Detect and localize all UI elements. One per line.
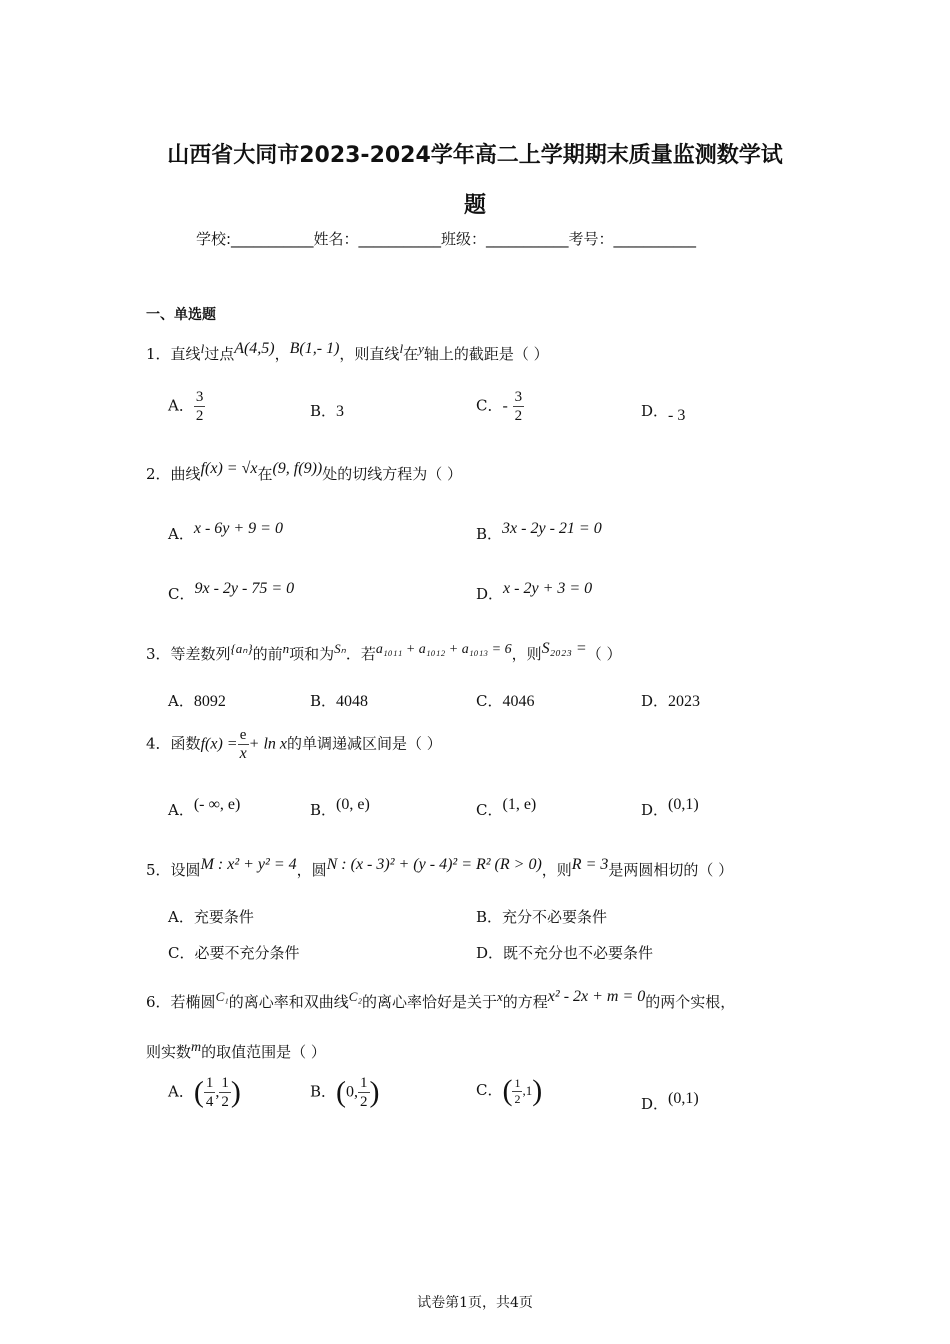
right-paren: ) <box>369 1075 380 1109</box>
denominator: 2 <box>514 408 523 424</box>
option-value: x - 2y + 3 = 0 <box>503 580 593 597</box>
question-5-stem <box>146 856 733 880</box>
q6-option-c <box>476 1074 542 1108</box>
q3-var-sn: Sₙ <box>334 641 346 656</box>
q1-option-b <box>310 400 344 421</box>
option-label: D． <box>641 801 669 819</box>
option-value: 3x - 2y - 21 = 0 <box>502 520 602 537</box>
q6-text: 的两个实根， <box>645 993 736 1011</box>
q1-var-y: y <box>418 341 424 356</box>
numerator: 3 <box>195 389 204 405</box>
q4-text: 函数 <box>170 734 201 753</box>
option-value: 2023 <box>668 693 701 710</box>
question-1-stem <box>146 340 549 364</box>
denominator: 2 <box>195 408 204 424</box>
option-value: 4046 <box>502 693 535 710</box>
q6-option-d <box>641 1090 699 1114</box>
q1-option-a <box>168 388 205 425</box>
option-label: A． <box>168 692 194 710</box>
option-label: C． <box>168 585 195 603</box>
q5-option-d <box>476 942 653 963</box>
q5-circle-n: N : (x - 3)² + (y - 4)² = R² (R > 0) <box>326 856 542 873</box>
q2-option-a <box>168 520 283 544</box>
q4-option-a <box>168 796 240 820</box>
student-info-line: 学校:___________姓名：___________班级：___________考号：___________ <box>196 230 697 248</box>
option-label: C． <box>476 1081 503 1099</box>
option-value: 充要条件 <box>193 908 254 926</box>
q3-text: 的前 <box>252 645 283 663</box>
fraction <box>512 1076 522 1107</box>
section-heading: 一、单选题 <box>146 307 216 323</box>
q3-option-a <box>168 690 226 711</box>
left-paren: ( <box>502 1074 513 1107</box>
q6-text: 的离心率和双曲线 <box>228 993 349 1011</box>
q6-var-x: x <box>497 989 503 1004</box>
q6-equation: x² - 2x + m = 0 <box>547 988 646 1005</box>
option-label: D． <box>641 692 669 710</box>
q6-hyperbola: C₂ <box>348 989 362 1004</box>
q4-option-d <box>641 796 699 820</box>
q2-text: 处的切线方程为（ ） <box>322 465 463 483</box>
option-value: 8092 <box>193 693 226 710</box>
q6-text: 的方程 <box>502 993 548 1011</box>
q1-text: 在 <box>403 345 419 363</box>
q6-number: 6． <box>146 993 171 1011</box>
left-paren: ( <box>336 1075 347 1109</box>
q5-option-c <box>168 942 300 963</box>
q2-option-b <box>476 520 602 544</box>
option-label: D． <box>476 944 504 962</box>
q2-text: 在 <box>257 465 273 483</box>
left-paren: ( <box>193 1075 204 1109</box>
option-value: (0,1) <box>668 796 699 813</box>
numerator: e <box>238 726 249 745</box>
numerator: 3 <box>514 389 523 405</box>
q5-option-b <box>476 906 607 927</box>
q1-point-a: A(4,5) <box>234 340 275 357</box>
q4-option-c <box>476 796 536 820</box>
page-title-line1: 山西省大同市2023-2024学年高二上学期期末质量监测数学试 <box>167 143 783 168</box>
option-value: 既不充分也不必要条件 <box>503 944 654 962</box>
question-2-stem <box>146 460 462 484</box>
denominator: 2 <box>514 1091 521 1106</box>
option-label: B． <box>476 525 503 543</box>
q6-var-m: m <box>191 1040 202 1055</box>
option-label: C． <box>168 944 195 962</box>
fraction <box>204 1074 216 1111</box>
q3-option-b <box>310 690 368 711</box>
q1-text: 过点 <box>204 345 235 363</box>
option-value: 0, <box>346 1083 359 1101</box>
option-value: 3 <box>336 403 345 420</box>
denominator: 2 <box>360 1094 368 1110</box>
q2-number: 2． <box>146 465 171 483</box>
option-label: B． <box>476 908 503 926</box>
option-value: (0,1) <box>668 1090 699 1107</box>
fraction <box>358 1074 370 1111</box>
q2-expression: f(x) = √x <box>200 460 258 477</box>
q3-var-n: n <box>282 641 290 656</box>
q3-sequence: {aₙ} <box>230 641 253 656</box>
q3-number: 3． <box>146 645 171 663</box>
option-label: A． <box>168 908 194 926</box>
option-label: B． <box>310 1082 337 1101</box>
option-value: 4048 <box>336 693 369 710</box>
q3-text: 项和为 <box>289 645 335 663</box>
option-label: A． <box>168 1082 194 1101</box>
comma: , <box>215 1083 220 1101</box>
fraction <box>238 726 249 763</box>
q6-text: 若椭圆 <box>170 993 216 1011</box>
option-label: C． <box>476 692 503 710</box>
q4-lhs: f(x) = <box>200 735 238 753</box>
q5-number: 5． <box>146 861 171 879</box>
q6-option-b <box>310 1074 380 1111</box>
numerator: 1 <box>360 1075 368 1091</box>
right-paren: ) <box>532 1074 543 1107</box>
q5-circle-m: M : x² + y² = 4 <box>200 856 297 873</box>
question-4-stem <box>146 726 442 763</box>
q5-text: 是两圆相切的（ ） <box>608 861 734 879</box>
page-footer: 试卷第1页，共4页 <box>417 1295 533 1311</box>
question-6-stem-line2 <box>146 1040 326 1062</box>
denominator: x <box>239 745 247 762</box>
q4-text: 的单调递减区间是（ ） <box>287 734 442 753</box>
q1-var-l: l <box>200 341 205 356</box>
minus-sign: - <box>502 397 508 415</box>
q2-option-c <box>168 580 294 604</box>
q3-text: 等差数列 <box>170 645 231 663</box>
q6-text: 的离心率恰好是关于 <box>361 993 497 1011</box>
denominator: 4 <box>205 1094 214 1110</box>
q1-number: 1． <box>146 345 171 363</box>
q6-option-a <box>168 1074 241 1111</box>
option-label: A． <box>168 396 194 415</box>
option-value: (0, e) <box>336 796 370 813</box>
q3-expression: a₁₀₁₁ + a₁₀₁₂ + a₁₀₁₃ = 6 <box>375 642 512 657</box>
option-value: - 3 <box>668 407 686 424</box>
q5-condition: R = 3 <box>571 856 609 873</box>
q3-text: ．若 <box>345 645 376 663</box>
option-label: B． <box>310 801 337 819</box>
option-label: A． <box>168 801 194 819</box>
option-value: ,1 <box>522 1083 533 1098</box>
q1-text: ， <box>274 345 290 363</box>
option-label: A． <box>168 525 194 543</box>
option-label: D． <box>641 402 669 420</box>
q2-option-d <box>476 580 592 604</box>
option-label: D． <box>641 1095 669 1113</box>
q6-ellipse: C₁ <box>215 989 229 1004</box>
q3-expression-2: S₂₀₂₃ = <box>541 640 587 657</box>
q3-text: ，则 <box>511 645 542 663</box>
option-value: 充分不必要条件 <box>502 908 608 926</box>
option-value: x - 6y + 9 = 0 <box>193 520 283 537</box>
option-label: B． <box>310 402 337 420</box>
q1-option-c <box>476 388 524 425</box>
q4-option-b <box>310 796 370 820</box>
q5-text: ，圆 <box>296 861 327 879</box>
q6-text: 的取值范围是（ ） <box>201 1043 326 1061</box>
q1-text: 轴上的截距是（ ） <box>423 345 549 363</box>
q6-text: 则实数 <box>146 1043 192 1061</box>
option-label: D． <box>476 585 504 603</box>
option-label: B． <box>310 692 337 710</box>
numerator: 1 <box>205 1075 214 1091</box>
q1-text: ，则直线 <box>339 345 400 363</box>
q5-text: ，则 <box>541 861 572 879</box>
q2-point: (9, f(9)) <box>272 460 323 477</box>
fraction <box>194 388 206 425</box>
option-label: C． <box>476 801 503 819</box>
right-paren: ) <box>230 1075 241 1109</box>
q4-rhs: + ln x <box>248 735 288 753</box>
page-title-line2: 题 <box>463 193 486 218</box>
q1-var-l: l <box>399 341 404 356</box>
denominator: 2 <box>221 1094 229 1110</box>
q1-text: 直线 <box>170 345 201 363</box>
q3-option-c <box>476 690 534 711</box>
fraction <box>219 1074 231 1111</box>
q5-text: 设圆 <box>170 861 201 879</box>
q1-point-b: B(1,- 1) <box>289 340 340 357</box>
numerator: 1 <box>514 1075 521 1090</box>
option-label: C． <box>476 396 503 415</box>
question-3-stem <box>146 640 621 664</box>
option-value: (1, e) <box>502 796 537 813</box>
q4-number: 4． <box>146 734 171 753</box>
q1-option-d <box>641 400 685 425</box>
option-value: 必要不充分条件 <box>194 944 300 962</box>
q3-option-d <box>641 690 700 711</box>
q5-option-a <box>168 906 254 927</box>
q3-text: （ ） <box>586 645 622 663</box>
option-value: (- ∞, e) <box>193 796 241 813</box>
q2-text: 曲线 <box>170 465 201 483</box>
option-value: 9x - 2y - 75 = 0 <box>194 580 295 597</box>
question-6-stem <box>146 988 735 1012</box>
fraction <box>513 388 525 425</box>
numerator: 1 <box>221 1075 229 1091</box>
